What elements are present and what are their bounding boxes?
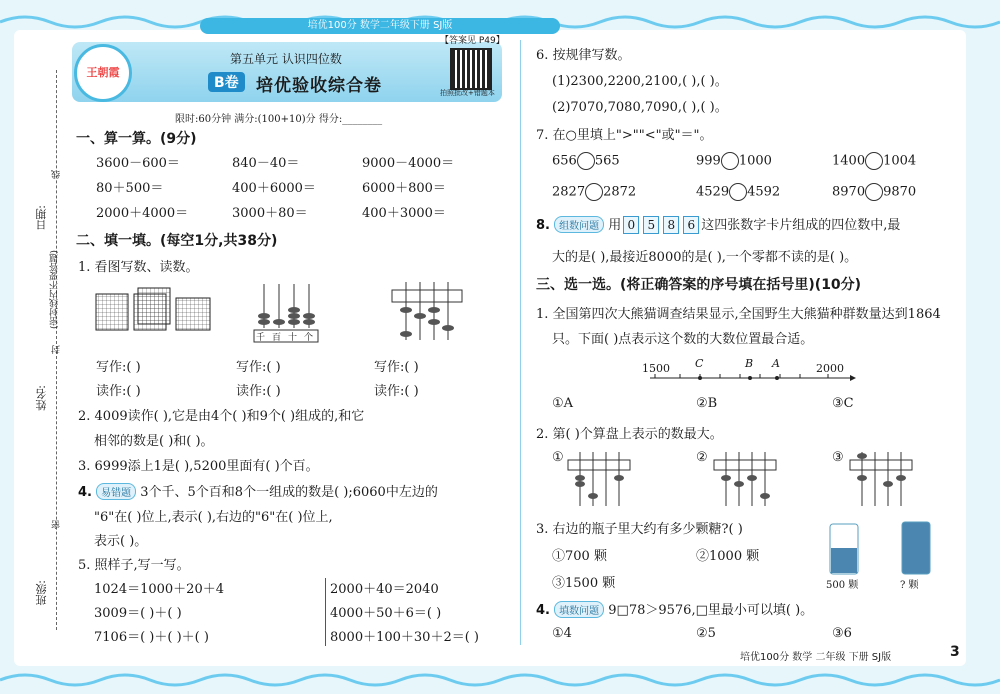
paper-badge: B卷 (208, 72, 245, 92)
question-2-2b: 相邻的数是( )和( )。 (94, 434, 214, 449)
jar-label-500: 500 颗 (826, 580, 859, 591)
qr-code-icon[interactable] (450, 48, 492, 90)
option[interactable]: ①4 (552, 626, 572, 641)
answer-reference: 【答案见 P49】 (440, 36, 505, 46)
question-6b: (2)7070,7080,7090,( ),( )。 (552, 100, 728, 115)
calc-item: 2000＋4000＝ (96, 206, 189, 221)
abacus-option[interactable]: ② (696, 450, 708, 465)
unit-title: 第五单元 认识四位数 (230, 52, 342, 66)
question-2-1: 1. 看图写数、读数。 (78, 260, 199, 275)
abacus-option[interactable]: ① (552, 450, 564, 465)
option[interactable]: ②B (696, 396, 718, 411)
compare-circle[interactable] (865, 152, 883, 170)
example-right: 8000＋100＋30＋2＝( ) (330, 630, 479, 645)
option[interactable]: ②1000 颗 (696, 549, 760, 564)
question-6: 6. 按规律写数。 (536, 48, 631, 63)
calc-item: 400＋3000＝ (362, 206, 446, 221)
tag-error-prone: 易错题 (96, 483, 136, 500)
cube-blocks-figure (94, 284, 214, 334)
write-blank-3[interactable]: 写作:( ) (374, 360, 419, 375)
section-3-title: 三、选一选。(将正确答案的序号填在括号里)(10分) (536, 277, 862, 293)
compare-pair: 999 1000 (696, 153, 772, 169)
digit-card: 6 (683, 216, 699, 234)
question-7: 7. 在○里填上">""<"或"＝"。 (536, 128, 713, 143)
paper-title: 培优验收综合卷 (256, 76, 382, 96)
example-right: 2000＋40＝2040 (330, 582, 439, 597)
example-left: 3009＝( )＋( ) (94, 606, 182, 621)
question-2-4b: "6"在( )位上,表示( ),右边的"6"在( )位上, (94, 510, 333, 525)
seal-mark-secret: 密 (52, 520, 62, 529)
date-label: 日期: (35, 205, 48, 231)
point-label-a: A (772, 357, 780, 370)
class-label: 班级: (35, 580, 48, 606)
option[interactable]: ③C (832, 396, 854, 411)
question-3-3: 3. 右边的瓶子里大约有多少颗糖?( ) (536, 522, 743, 537)
digit-card: 0 (623, 216, 639, 234)
footer-series: 培优100分 数学 二年级 下册 SJ版 (740, 652, 892, 663)
seal-notice: (密封线内不要答题) (50, 250, 60, 330)
tag-number-forming: 组数问题 (554, 216, 604, 233)
series-bar: 培优100分 数学二年级下册 SJ版 (200, 18, 560, 34)
column-divider (325, 578, 326, 646)
section-2-title: 二、填一填。(每空1分,共38分) (76, 233, 278, 249)
compare-pair: 8970 9870 (832, 184, 917, 200)
abacus-option-2-figure (712, 448, 778, 508)
question-3-1b: 只。下面( )点表示这个数的大数位置最合适。 (552, 332, 814, 347)
write-blank-1[interactable]: 写作:( ) (96, 360, 141, 375)
name-label: 姓名: (35, 385, 48, 411)
abacus-figure-2 (390, 280, 466, 344)
calc-item: 6000＋800＝ (362, 181, 446, 196)
abacus-option[interactable]: ③ (832, 450, 844, 465)
compare-circle[interactable] (865, 183, 883, 201)
calc-item: 3000＋80＝ (232, 206, 308, 221)
question-2-2a: 2. 4009读作( ),它是由4个( )和9个( )组成的,和它 (78, 409, 365, 424)
example-left: 1024＝1000＋20＋4 (94, 582, 224, 597)
number-line-end: 2000 (816, 362, 844, 375)
abacus-place-labels: 千百十个 (256, 333, 321, 343)
seal-mark-line: 线 (52, 170, 62, 179)
candy-jars-figure (826, 520, 946, 576)
question-2-3: 3. 6999添上1是( ),5200里面有( )个百。 (78, 459, 319, 474)
calc-item: 3600－600＝ (96, 156, 180, 171)
calc-item: 840－40＝ (232, 156, 300, 171)
number-line-start: 1500 (642, 362, 670, 375)
digit-card: 8 (663, 216, 679, 234)
compare-pair: 2827 2872 (552, 184, 637, 200)
compare-pair: 656 565 (552, 153, 620, 169)
question-3-2: 2. 第( )个算盘上表示的数最大。 (536, 427, 723, 442)
calc-item: 400＋6000＝ (232, 181, 316, 196)
compare-circle[interactable] (721, 152, 739, 170)
write-blank-2[interactable]: 写作:( ) (236, 360, 281, 375)
read-blank-3[interactable]: 读作:( ) (374, 384, 419, 399)
question-8: 8. 组数问题 用 0 5 8 6 这四张数字卡片组成的四位数中,最 (536, 218, 901, 233)
compare-pair: 4529 4592 (696, 184, 781, 200)
jar-label-unknown: ? 颗 (900, 580, 919, 591)
option[interactable]: ①700 颗 (552, 549, 607, 564)
question-8-line2: 大的是( ),最接近8000的是( ),一个零都不读的是( )。 (552, 250, 858, 265)
calc-item: 9000－4000＝ (362, 156, 455, 171)
point-label-c: C (695, 357, 704, 370)
question-2-4c: 表示( )。 (94, 534, 148, 549)
page-number: 3 (950, 644, 960, 660)
compare-pair: 1400 1004 (832, 153, 917, 169)
read-blank-2[interactable]: 读作:( ) (236, 384, 281, 399)
option[interactable]: ②5 (696, 626, 716, 641)
option[interactable]: ③6 (832, 626, 852, 641)
read-blank-1[interactable]: 读作:( ) (96, 384, 141, 399)
abacus-option-1-figure (566, 448, 632, 508)
seal-mark-seal: 封 (52, 345, 62, 354)
section-1-title: 一、算一算。(9分) (76, 131, 197, 147)
qr-caption: 拍照批改+错题本 (440, 89, 495, 97)
question-2-4a: 4. 易错题 3个千、5个百和8个一组成的数是( );6060中左边的 (78, 485, 438, 500)
time-score-line: 限时:60分钟 满分:(100+10)分 得分:________ (175, 114, 383, 125)
option[interactable]: ③1500 颗 (552, 576, 616, 591)
compare-circle[interactable] (577, 152, 595, 170)
compare-circle[interactable] (585, 183, 603, 201)
brand-logo: 王朝霞 (74, 44, 132, 102)
abacus-option-3-figure (848, 448, 914, 508)
compare-circle[interactable] (729, 183, 747, 201)
calc-item: 80＋500＝ (96, 181, 164, 196)
column-separator (520, 40, 521, 645)
example-left: 7106＝( )＋( )＋( ) (94, 630, 209, 645)
digit-card: 5 (643, 216, 659, 234)
example-right: 4000＋50＋6＝( ) (330, 606, 442, 621)
option[interactable]: ①A (552, 396, 574, 411)
question-6a: (1)2300,2200,2100,( ),( )。 (552, 74, 728, 89)
question-2-5: 5. 照样子,写一写。 (78, 558, 190, 573)
point-label-b: B (745, 357, 754, 370)
tag-fill-digit: 填数问题 (554, 601, 604, 618)
question-3-1a: 1. 全国第四次大熊猫调查结果显示,全国野生大熊猫种群数量达到1864 (536, 307, 941, 322)
question-3-4: 4. 填数问题 9□78＞9576,□里最小可以填( )。 (536, 603, 814, 618)
